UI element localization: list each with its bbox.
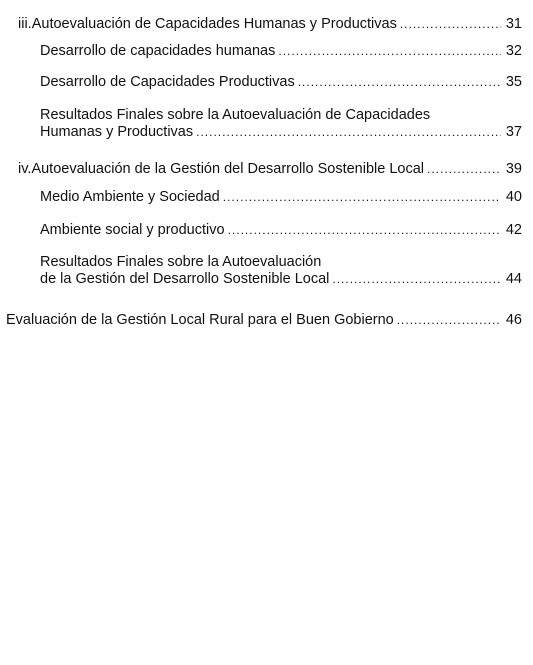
dot-leader bbox=[332, 271, 501, 288]
subsection-title: Ambiente social y productivo bbox=[40, 222, 225, 238]
page-number: 32 bbox=[505, 43, 522, 59]
section-title: Autoevaluación de la Gestión del Desarrollo Sostenible Local bbox=[31, 161, 424, 177]
toc-subsection bbox=[40, 43, 522, 60]
page-number: 35 bbox=[505, 74, 522, 90]
page-number: 31 bbox=[505, 16, 522, 32]
page-number: 42 bbox=[505, 222, 522, 238]
subsection-title-line1: Resultados Finales sobre la Autoevaluación de Capacidades bbox=[40, 107, 431, 123]
toc-final-entry bbox=[6, 312, 522, 329]
entry-title: Evaluación de la Gestión Local Rural para el Buen Gobierno bbox=[6, 312, 394, 328]
page-number: 44 bbox=[505, 271, 522, 287]
toc-subsection bbox=[40, 74, 522, 91]
subsection-title-line2-row bbox=[40, 271, 522, 288]
page-number: 37 bbox=[505, 124, 522, 140]
page-number: 40 bbox=[505, 189, 522, 205]
toc-subsection bbox=[40, 189, 522, 206]
dot-leader bbox=[400, 16, 501, 33]
section-number: iii. bbox=[18, 16, 32, 32]
subsection-title-line2: de la Gestión del Desarrollo Sostenible Local bbox=[40, 271, 330, 287]
page-number: 46 bbox=[505, 312, 522, 328]
subsection-title-line1: Resultados Finales sobre la Autoevaluación bbox=[40, 254, 322, 270]
toc-subsection-multiline bbox=[40, 254, 522, 288]
section-title: Autoevaluación de Capacidades Humanas y Productivas bbox=[31, 16, 397, 32]
page-number: 39 bbox=[505, 161, 522, 177]
dot-leader bbox=[196, 124, 501, 141]
dot-leader bbox=[278, 43, 501, 60]
dot-leader bbox=[298, 74, 501, 91]
dot-leader bbox=[397, 312, 501, 329]
dot-leader bbox=[427, 161, 501, 178]
subsection-title: Desarrollo de capacidades humanas bbox=[40, 43, 276, 59]
subsection-title: Desarrollo de Capacidades Productivas bbox=[40, 74, 295, 90]
section-number: iv. bbox=[18, 161, 32, 177]
toc-section-iv bbox=[18, 161, 522, 178]
toc-subsection bbox=[40, 222, 522, 239]
subsection-title-line2-row bbox=[40, 124, 522, 141]
toc-section-iii bbox=[18, 16, 522, 33]
dot-leader bbox=[228, 222, 501, 239]
dot-leader bbox=[223, 189, 501, 206]
subsection-title-line2: Humanas y Productivas bbox=[40, 124, 194, 140]
toc-subsection-multiline bbox=[40, 107, 522, 141]
subsection-title: Medio Ambiente y Sociedad bbox=[40, 189, 220, 205]
